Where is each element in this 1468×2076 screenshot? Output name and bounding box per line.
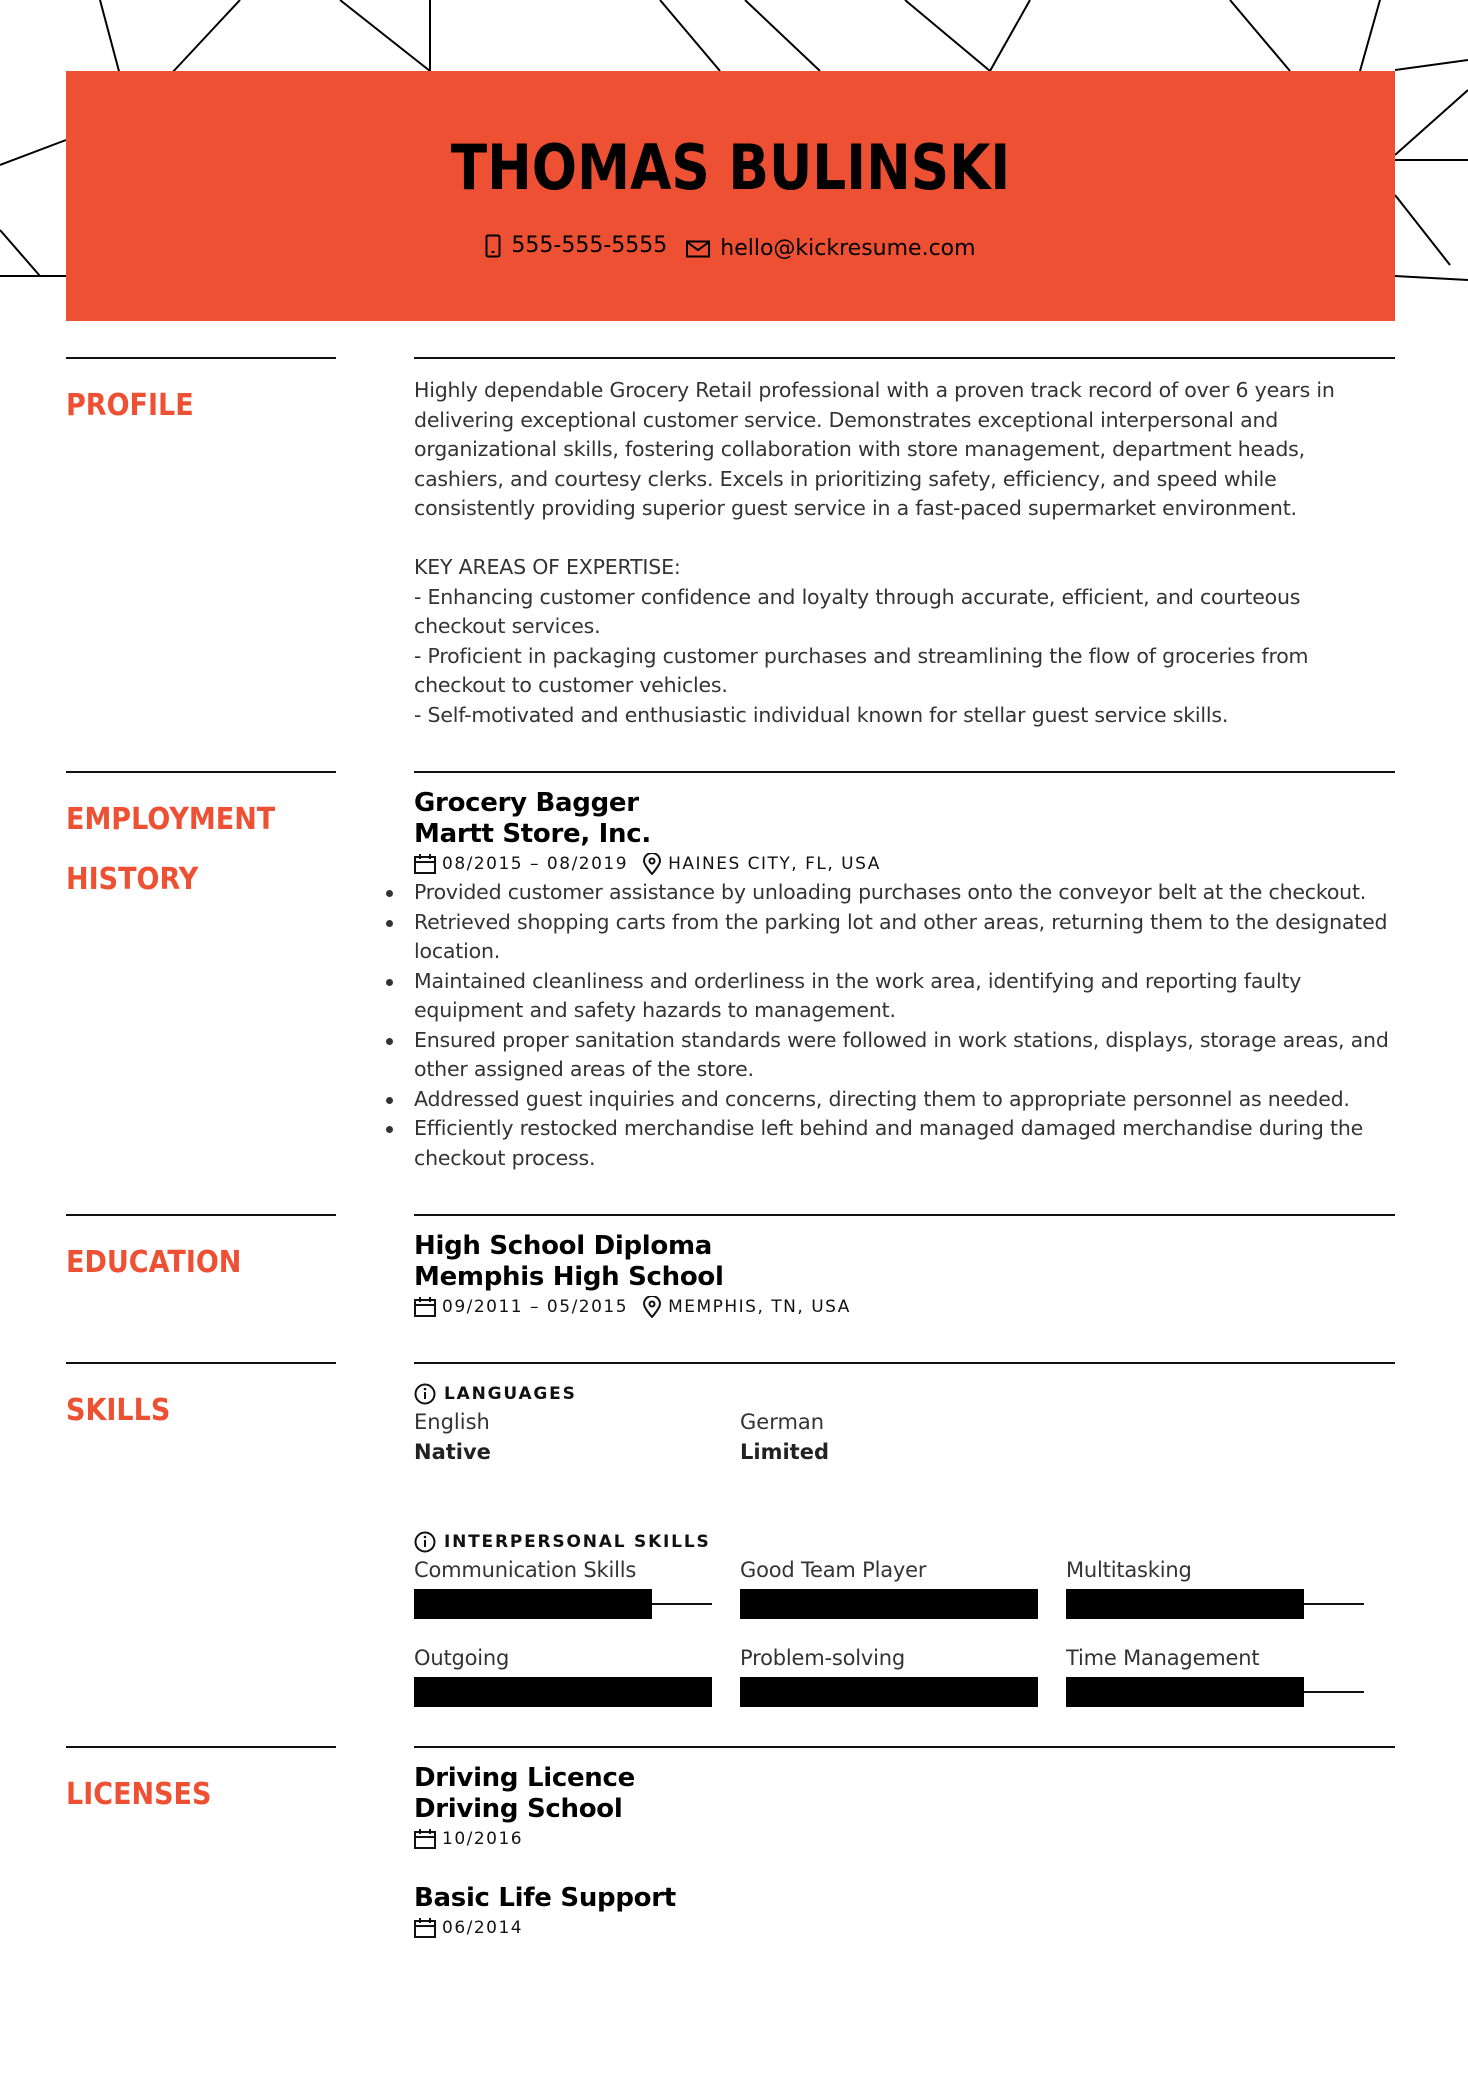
skill-bar (740, 1589, 1038, 1619)
calendar-icon (414, 1829, 436, 1849)
expertise-item: - Self-motivated and enthusiastic individual known for stellar guest service skills. (414, 702, 1229, 727)
education-left-rule (66, 1214, 336, 1216)
phone-contact[interactable] (485, 233, 667, 258)
education-right-rule (414, 1214, 1395, 1216)
licenses-left-rule (66, 1746, 336, 1748)
skill-bar (1066, 1677, 1364, 1707)
calendar-icon (414, 1297, 436, 1317)
mail-icon (686, 240, 710, 258)
calendar-icon (414, 1918, 436, 1938)
skill-bar (414, 1677, 712, 1707)
skill-bar (740, 1677, 1038, 1707)
license-issuer: Driving School (414, 1794, 623, 1824)
license-date: 06/2014 (442, 1918, 524, 1938)
skill-name: Communication Skills (414, 1558, 637, 1582)
phone-number: 555-555-5555 (511, 233, 668, 258)
education-school: Memphis High School (414, 1262, 724, 1292)
profile-content (414, 376, 1394, 730)
email-contact[interactable] (686, 236, 975, 261)
license-meta (414, 1825, 1394, 1853)
language-level: Limited (740, 1439, 829, 1464)
location-pin-icon (642, 853, 662, 875)
skill-item (414, 1644, 712, 1707)
education-location: MEMPHIS, TN, USA (668, 1297, 851, 1317)
interpersonal-heading: INTERPERSONAL SKILLS (414, 1528, 711, 1556)
job-position: Grocery Bagger (414, 788, 639, 818)
phone-icon (485, 234, 501, 258)
licenses-content (414, 1763, 1394, 1942)
job-dates: 08/2015 – 08/2019 (442, 854, 629, 874)
job-bullet: Retrieved shopping carts from the parking lot and other areas, returning them to the designated location. (414, 908, 1394, 967)
job-location: HAINES CITY, FL, USA (668, 854, 881, 874)
language-item (414, 1408, 491, 1467)
skill-item (1066, 1644, 1364, 1707)
employment-left-rule (66, 771, 336, 773)
profile-section-title: PROFILE (66, 388, 194, 423)
education-degree: High School Diploma (414, 1231, 712, 1261)
language-name: German (740, 1410, 825, 1434)
job-bullet: Ensured proper sanitation standards were followed in work stations, displays, storage areas, and other assigned areas of the store. (414, 1026, 1394, 1085)
languages-heading: LANGUAGES (414, 1380, 1394, 1408)
expertise-item: - Enhancing customer confidence and loyalty through accurate, efficient, and courteous checkout services. (414, 584, 1301, 638)
language-level: Native (414, 1439, 491, 1464)
expertise-heading: KEY AREAS OF EXPERTISE: (414, 555, 681, 579)
education-section-title: EDUCATION (66, 1245, 242, 1280)
contact-row (66, 233, 1395, 264)
skill-item (414, 1556, 712, 1619)
employment-title-line2: HISTORY (66, 862, 199, 897)
licenses-section-title: LICENSES (66, 1777, 212, 1812)
candidate-name: THOMAS BULINSKI (450, 131, 1011, 204)
licenses-right-rule (414, 1746, 1395, 1748)
skill-bar (1066, 1589, 1364, 1619)
header-banner (66, 71, 1395, 321)
job-bullet: Maintained cleanliness and orderliness in the work area, identifying and reporting faulty equipment and safety hazards to management. (414, 967, 1394, 1026)
job-bullets (414, 878, 1394, 1173)
skill-name: Time Management (1066, 1646, 1260, 1670)
license-date: 10/2016 (442, 1829, 524, 1849)
skills-left-rule (66, 1362, 336, 1364)
license-name: Basic Life Support (414, 1883, 676, 1913)
skill-item (1066, 1556, 1364, 1619)
job-bullet: Provided customer assistance by unloading purchases onto the conveyor belt at the checkout. (414, 878, 1394, 908)
skill-item (740, 1556, 1038, 1619)
job-bullet: Addressed guest inquiries and concerns, directing them to appropriate personnel as needed. (414, 1085, 1394, 1115)
employment-content (414, 788, 1394, 1173)
skills-content (414, 1380, 1394, 1680)
license-name: Driving Licence (414, 1763, 635, 1793)
employment-right-rule (414, 771, 1395, 773)
license-meta (414, 1914, 1394, 1942)
employment-section-title (66, 790, 300, 910)
job-meta (414, 850, 1394, 878)
skill-name: Good Team Player (740, 1558, 927, 1582)
language-item (740, 1408, 829, 1467)
profile-summary: Highly dependable Grocery Retail professional with a proven track record of over 6 years in delivering exceptional customer service. Demonstrates exceptional interpersonal and organizational skills, fostering collaboration with store management, department heads, cashiers, and courtesy clerks. Excels in prioritizing safety, efficiency, and speed while consistently providing superior guest service in a fast-paced supermarket environment. (414, 378, 1335, 520)
location-pin-icon (642, 1296, 662, 1318)
skill-item (740, 1644, 1038, 1707)
calendar-icon (414, 854, 436, 874)
email-address: hello@kickresume.com (720, 236, 976, 261)
skill-bar (414, 1589, 712, 1619)
skills-right-rule (414, 1362, 1395, 1364)
info-icon (414, 1531, 436, 1553)
info-icon (414, 1383, 436, 1405)
education-dates: 09/2011 – 05/2015 (442, 1297, 629, 1317)
education-content (414, 1231, 1394, 1321)
skill-name: Outgoing (414, 1646, 510, 1670)
employment-title-line1: EMPLOYMENT (66, 802, 276, 837)
profile-right-rule (414, 357, 1395, 359)
education-meta (414, 1293, 1394, 1321)
expertise-item: - Proficient in packaging customer purchases and streamlining the flow of groceries from checkout to customer vehicles. (414, 643, 1309, 697)
skill-name: Multitasking (1066, 1558, 1192, 1582)
job-company: Martt Store, Inc. (414, 819, 651, 849)
profile-left-rule (66, 357, 336, 359)
language-name: English (414, 1410, 490, 1434)
skill-name: Problem-solving (740, 1646, 905, 1670)
skills-section-title: SKILLS (66, 1393, 171, 1428)
job-bullet: Efficiently restocked merchandise left behind and managed damaged merchandise during the checkout process. (414, 1114, 1394, 1173)
